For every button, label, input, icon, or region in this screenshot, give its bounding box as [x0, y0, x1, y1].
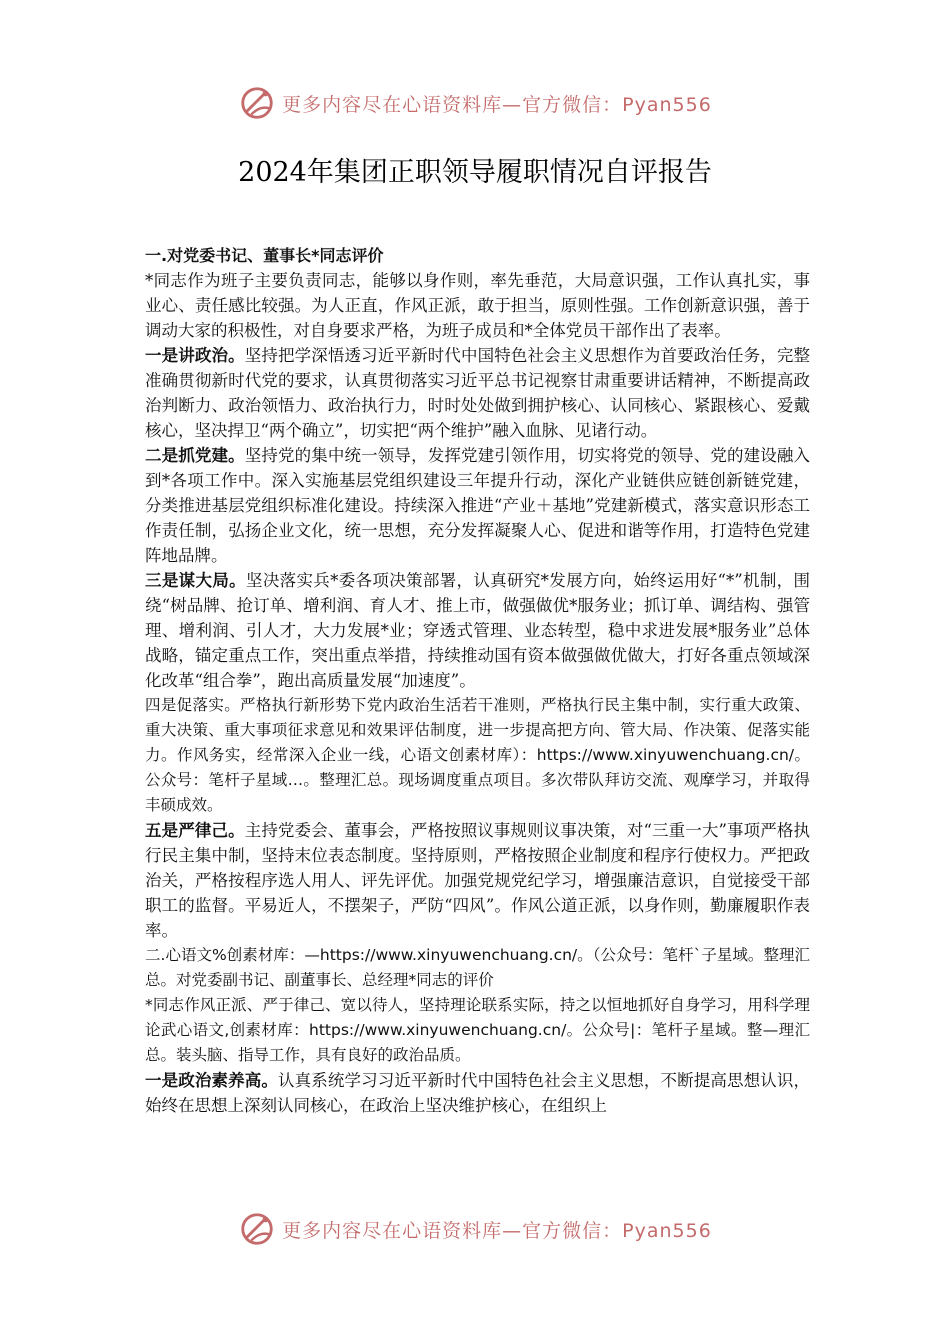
paragraph-2-lead: 二是抓党建。	[145, 446, 245, 465]
paragraph-1-body: 坚持把学深悟透习近平新时代中国特色社会主义思想作为首要政治任务，完整准确贯彻新时代党的要求，认真贯彻落实习近平总书记视察甘肃重要讲话精神，不断提高政治判断力、政治领悟力、政治执行力，时时处处做到拥护核心、认同核心、紧跟核心、爱戴核心，坚决捍卫“两个确立”，切实把“两个维护”融入血脉、见诸行动。	[145, 346, 811, 440]
banner-text: 更多内容尽在心语资料库—官方微信：Pyan556	[282, 93, 712, 116]
header-banner	[0, 84, 950, 122]
banner-text: 更多内容尽在心语资料库—官方微信：Pyan556	[282, 1219, 712, 1242]
section-2-heading: 二.心语文%创素材库：—https://www.xinyuwenchuang.cn/。（公众号：笔杆`子星域。整理汇总。对党委副书记、副董事长、总经理*同志的评价	[145, 946, 810, 989]
document-body	[145, 243, 810, 1118]
logo-icon	[238, 84, 276, 122]
paragraph-3-lead: 三是谋大局。	[145, 571, 246, 590]
paragraph-4: 四是促落实。严格执行新形势下党内政治生活若干准则，严格执行民主集中制，实行重大政策、重大决策、重大事项征求意见和效果评估制度，进一步提高把方向、管大局、作决策、促落实能力。作风务实，经常深入企业一线，心语文创素材库）：https://www.xinyuwenchuang.cn/。公众号：笔杆子星域…。整理汇总。现场调度重点项目。多次带队拜访交流、观摩学习，并取得丰硕成效。	[145, 696, 810, 814]
paragraph-6-body: 认真系统学习习近平新时代中国特色社会主义思想，不断提高思想认识，始终在思想上深刻认同核心，在政治上坚决维护核心，在组织上	[145, 1071, 811, 1115]
paragraph-6	[145, 1068, 810, 1118]
paragraph-5-lead: 五是严律己。	[145, 821, 245, 840]
paragraph-5	[145, 818, 810, 943]
paragraph-3	[145, 568, 810, 693]
section-1-intro: *同志作为班子主要负责同志，能够以身作则，率先垂范，大局意识强，工作认真扎实，事业心、责任感比较强。为人正直，作风正派，敢于担当，原则性强。工作创新意识强，善于调动大家的积极性，对自身要求严格，为班子成员和*全体党员干部作出了表率。	[145, 271, 810, 340]
logo-icon	[238, 1210, 276, 1248]
paragraph-5-body: 主持党委会、董事会，严格按照议事规则议事决策，对“三重一大”事项严格执行民主集中制，坚持末位表态制度。坚持原则，严格按照企业制度和程序行使权力。严把政治关，严格按程序选人用人、评先评优。加强党规党纪学习，增强廉洁意识，自觉接受干部职工的监督。平易近人，不摆架子，严防“四风”。作风公道正派，以身作则，勤廉履职作表率。	[145, 821, 811, 940]
footer-banner	[0, 1210, 950, 1248]
paragraph-3-body: 坚决落实兵*委各项决策部署，认真研究*发展方向，始终运用好“*”机制，围绕“树品牌、抢订单、增利润、育人才、推上市，做强做优*服务业；抓订单、调结构、强管理、增利润、引人才，大力发展*业；穿透式管理、业态转型，稳中求进发展*服务业”总体战略，锚定重点工作，突出重点举措，持续推动国有资本做强做优做大，打好各重点领域深化改革“组合拳”，跑出高质量发展“加速度”。	[145, 571, 810, 690]
paragraph-1	[145, 343, 810, 443]
paragraph-2	[145, 443, 810, 568]
paragraph-1-lead: 一是讲政治。	[145, 346, 245, 365]
section-1-heading: 一.对党委书记、董事长*同志评价	[145, 246, 384, 265]
section-2-intro: *同志作风正派、严于律己、宽以待人，坚持理论联系实际，持之以恒地抓好自身学习，用科学理论武心语文,创素材库：https://www.xinyuwenchuang.cn/。公众号|：笔杆子星域。整—理汇总。装头脑、指导工作，具有良好的政治品质。	[145, 996, 810, 1064]
paragraph-2-body: 坚持党的集中统一领导，发挥党建引领作用，切实将党的领导、党的建设融入到*各项工作中。深入实施基层党组织建设三年提升行动，深化产业链供应链创新链党建，分类推进基层党组织标准化建设。持续深入推进“产业＋基地”党建新模式，落实意识形态工作责任制，弘扬企业文化，统一思想，充分发挥凝聚人心、促进和谐等作用，打造特色党建阵地品牌。	[145, 446, 811, 565]
paragraph-6-lead: 一是政治素养高。	[145, 1071, 279, 1090]
page-title: 2024年集团正职领导履职情况自评报告	[238, 157, 712, 188]
